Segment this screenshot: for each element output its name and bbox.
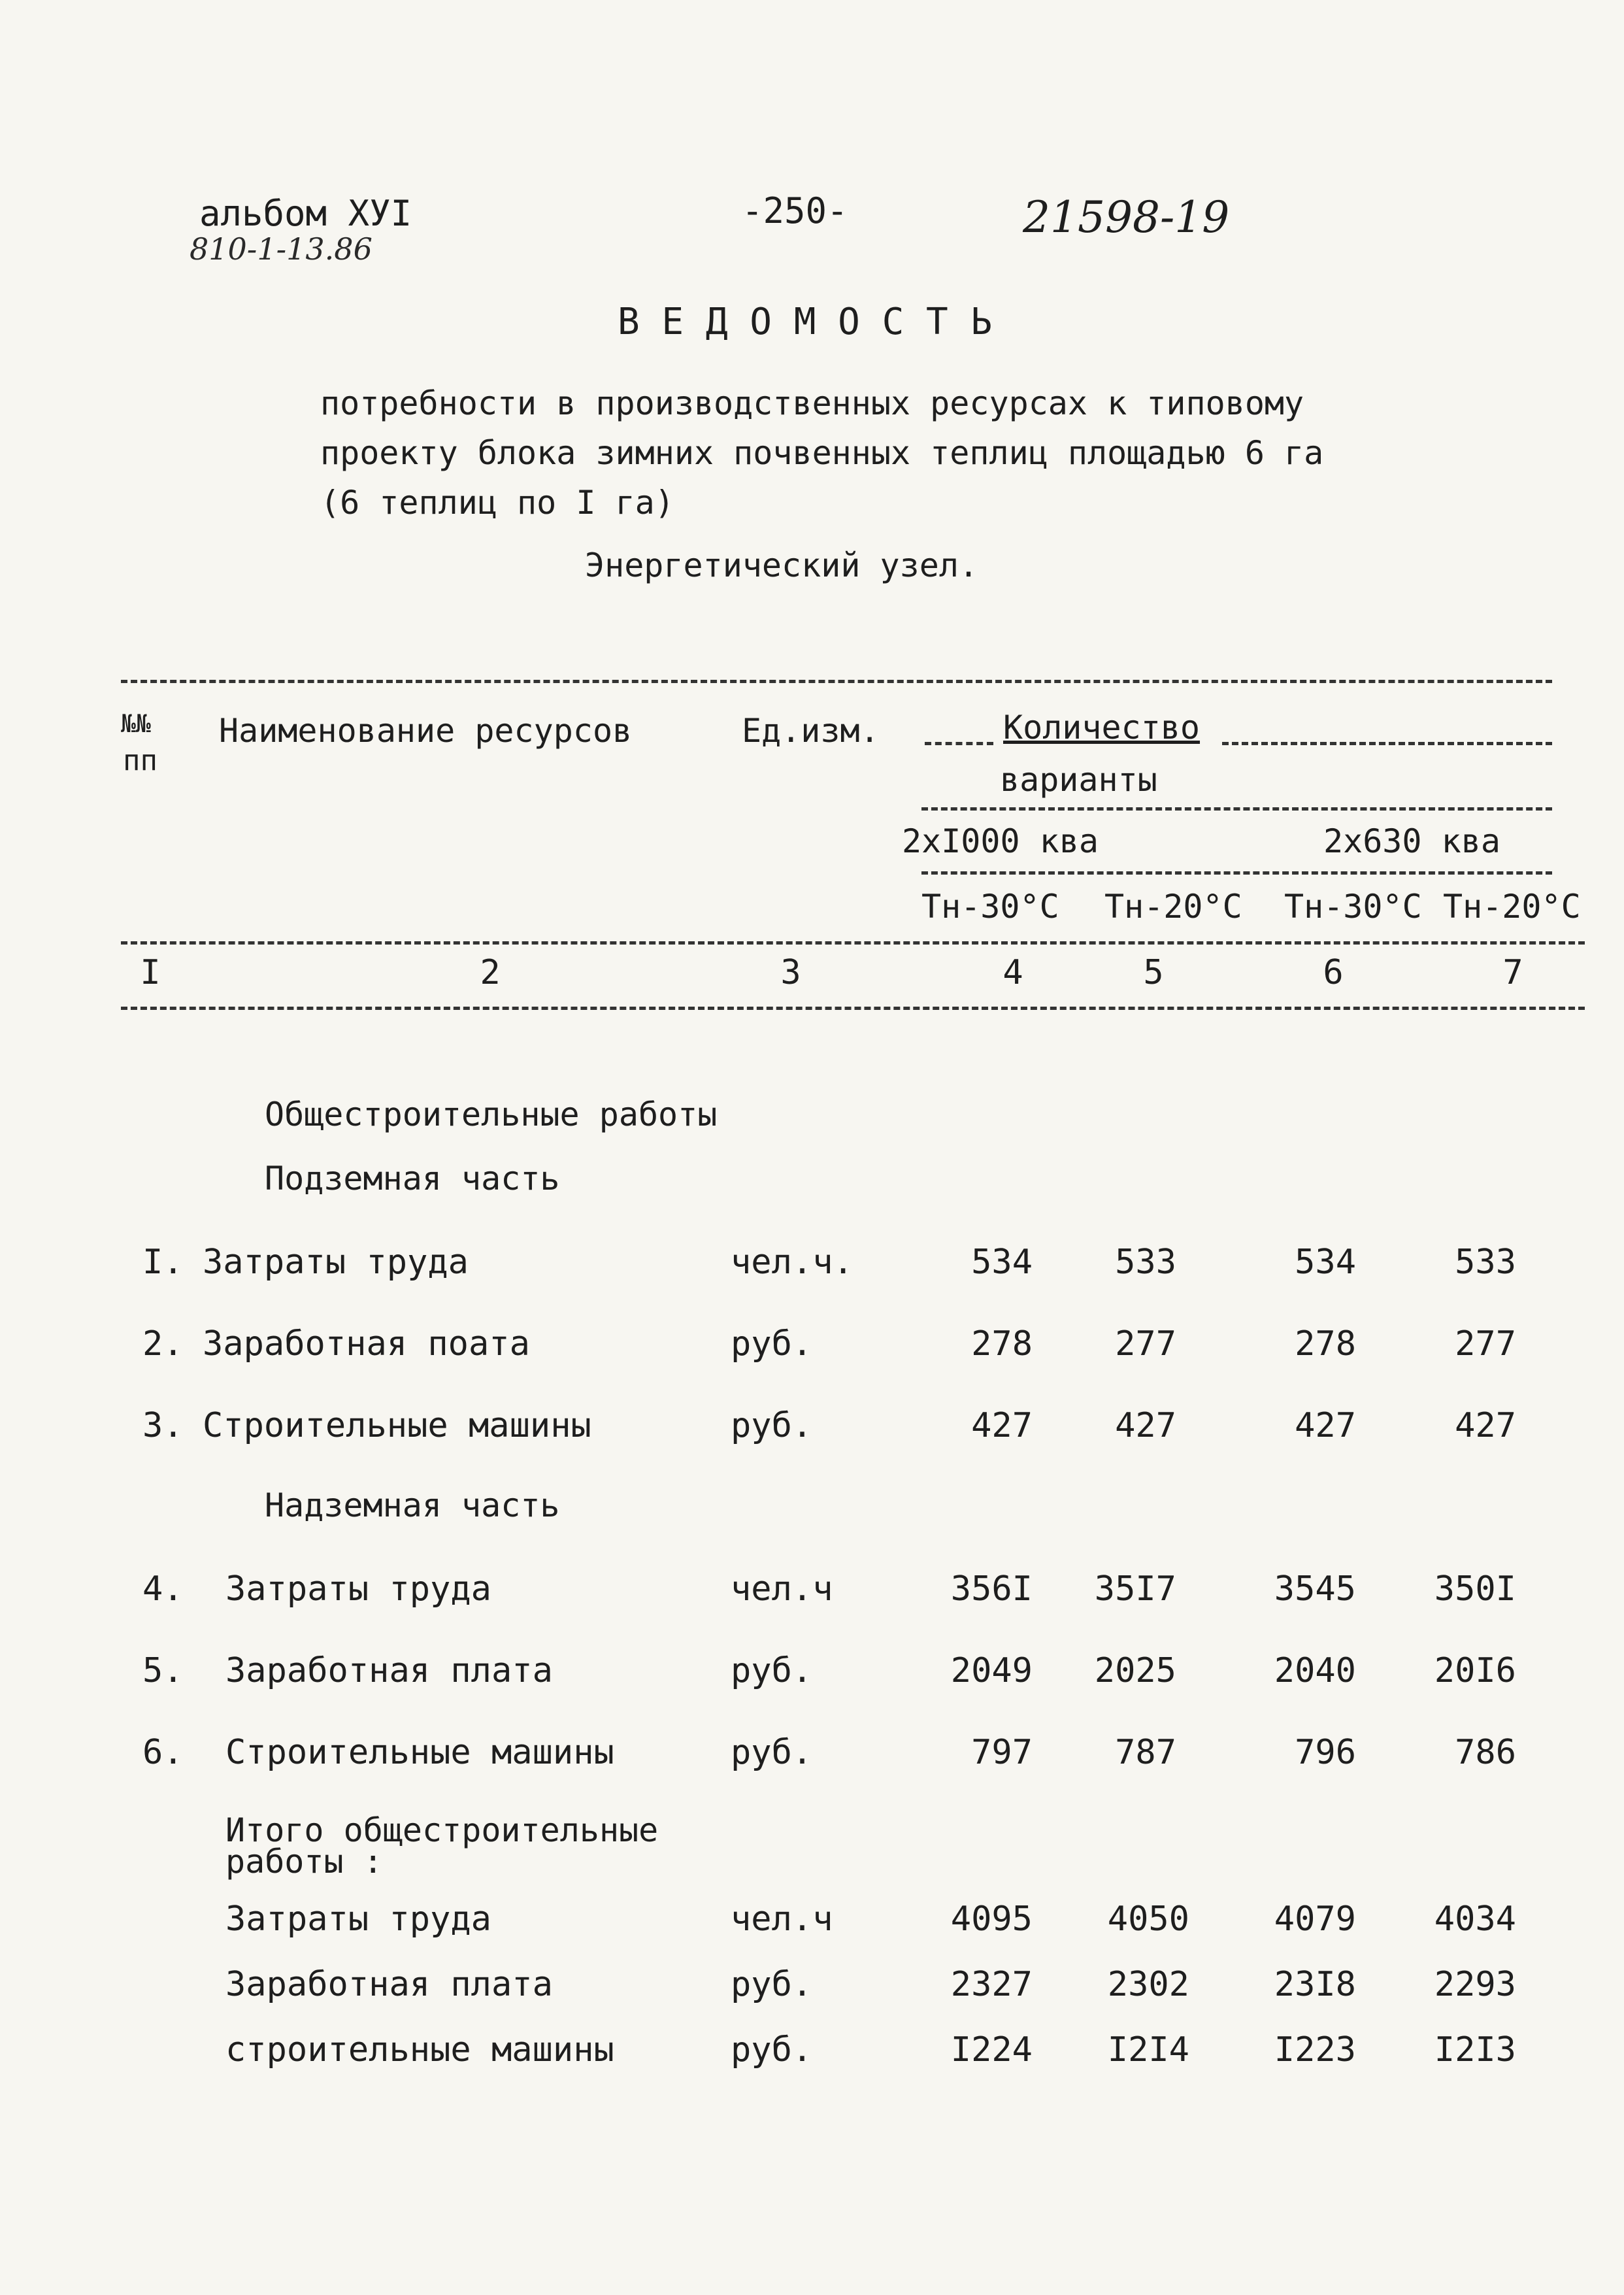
sub-header-4: Тн-20°С — [1443, 888, 1581, 926]
col-index-3: 3 — [780, 953, 801, 992]
row-value-4: 786 — [1455, 1733, 1516, 1772]
row-value-3: 278 — [1295, 1324, 1356, 1364]
row-name: Строительные машины — [203, 1406, 591, 1445]
row-value-1: 427 — [971, 1406, 1033, 1445]
row-name: Затраты труда — [225, 1900, 491, 1939]
row-value-3: 3545 — [1274, 1569, 1356, 1609]
row-unit: руб. — [731, 1406, 813, 1445]
row-value-2: 787 — [1115, 1733, 1176, 1772]
row-number: 5. — [142, 1651, 184, 1690]
row-value-4: 533 — [1455, 1243, 1516, 1282]
row-value-2: 35I7 — [1094, 1569, 1176, 1609]
row-number: 3. — [142, 1406, 184, 1445]
row-value-1: 356I — [950, 1569, 1033, 1609]
title-line-3: (6 теплиц по I га) — [320, 484, 674, 522]
row-name: Заработная плата — [225, 1651, 553, 1690]
row-number: I. — [142, 1243, 184, 1282]
row-unit: руб. — [731, 1651, 813, 1690]
variants-header: варианты — [1000, 761, 1157, 799]
row-value-1: 797 — [971, 1733, 1033, 1772]
row-value-3: I223 — [1274, 2030, 1356, 2069]
row-value-1: I224 — [950, 2030, 1033, 2069]
row-value-3: 796 — [1295, 1733, 1356, 1772]
row-value-1: 4095 — [950, 1900, 1033, 1939]
row-value-3: 4079 — [1274, 1900, 1356, 1939]
row-name: строительные машины — [225, 2030, 614, 2069]
row-value-2: 2302 — [1107, 1965, 1189, 2004]
row-value-1: 534 — [971, 1243, 1033, 1282]
row-name: Заработная плата — [225, 1965, 553, 2004]
row-value-2: 533 — [1115, 1243, 1176, 1282]
total-label-1: Итого общестроительные — [225, 1811, 659, 1849]
row-unit: руб. — [731, 1733, 813, 1772]
row-name: Затраты труда — [203, 1243, 469, 1282]
table-top-rule — [121, 680, 1552, 683]
row-number: 4. — [142, 1569, 184, 1609]
project-code: 810-1-13.86 — [190, 231, 373, 267]
variants-rule — [921, 807, 1552, 811]
section-underground: Подземная часть — [265, 1160, 560, 1198]
row-unit: руб. — [731, 2030, 813, 2069]
row-name: Затраты труда — [225, 1569, 491, 1609]
row-value-2: I2I4 — [1107, 2030, 1189, 2069]
col-name-header: Наименование ресурсов — [219, 712, 633, 750]
row-value-4: 2293 — [1434, 1965, 1516, 2004]
row-unit: руб. — [731, 1965, 813, 2004]
header-bottom-rule — [121, 941, 1585, 945]
col-unit-header: Ед.изм. — [742, 712, 880, 750]
row-value-1: 2327 — [950, 1965, 1033, 2004]
row-value-2: 277 — [1115, 1324, 1176, 1364]
row-value-4: I2I3 — [1434, 2030, 1516, 2069]
row-value-3: 427 — [1295, 1406, 1356, 1445]
title-line-2: проекту блока зимних почвенных теплиц площадью 6 га — [320, 434, 1324, 472]
document-heading: В Е Д О М О С Т Ь — [618, 301, 993, 343]
group-rule — [921, 871, 1552, 875]
sub-header-1: Тн-30°С — [921, 888, 1059, 926]
row-name: Заработная поата — [203, 1324, 530, 1364]
group-header-1: 2хI000 ква — [902, 822, 1099, 860]
title-line-1: потребности в производственных ресурсах к типовому — [320, 384, 1304, 422]
sub-header-3: Тн-30°С — [1284, 888, 1422, 926]
document-number: 21598-19 — [1023, 192, 1230, 243]
qty-rule-right — [1222, 742, 1552, 745]
row-value-1: 2049 — [950, 1651, 1033, 1690]
row-name: Строительные машины — [225, 1733, 614, 1772]
album-label: альбом ХУI — [199, 193, 412, 234]
index-bottom-rule — [121, 1007, 1585, 1010]
col-index-5: 5 — [1143, 953, 1164, 992]
row-unit: чел.ч. — [731, 1243, 853, 1282]
sub-header-2: Тн-20°С — [1104, 888, 1242, 926]
col-num-header-2: пп — [123, 744, 157, 777]
row-unit: чел.ч — [731, 1900, 833, 1939]
col-index-7: 7 — [1502, 953, 1523, 992]
col-index-6: 6 — [1323, 953, 1344, 992]
page-number: -250- — [742, 190, 848, 231]
col-index-4: 4 — [1003, 953, 1023, 992]
row-value-4: 427 — [1455, 1406, 1516, 1445]
row-value-4: 20I6 — [1434, 1651, 1516, 1690]
row-value-2: 4050 — [1107, 1900, 1189, 1939]
row-unit: чел.ч — [731, 1569, 833, 1609]
total-label-2: работы : — [225, 1843, 383, 1881]
row-number: 6. — [142, 1733, 184, 1772]
col-num-header: №№ — [121, 709, 151, 738]
section-general: Общестроительные работы — [265, 1096, 718, 1133]
row-value-4: 350I — [1434, 1569, 1516, 1609]
row-number: 2. — [142, 1324, 184, 1364]
row-value-2: 427 — [1115, 1406, 1176, 1445]
row-value-2: 2025 — [1094, 1651, 1176, 1690]
col-index-1: I — [140, 953, 161, 992]
subtitle: Энергетический узел. — [585, 546, 979, 584]
group-header-2: 2х630 ква — [1323, 822, 1500, 860]
row-value-3: 2040 — [1274, 1651, 1356, 1690]
row-value-4: 4034 — [1434, 1900, 1516, 1939]
col-quantity-header: Количество — [1003, 709, 1201, 746]
row-value-3: 534 — [1295, 1243, 1356, 1282]
col-index-2: 2 — [480, 953, 501, 992]
row-unit: руб. — [731, 1324, 813, 1364]
qty-rule-left — [925, 742, 993, 745]
row-value-1: 278 — [971, 1324, 1033, 1364]
row-value-4: 277 — [1455, 1324, 1516, 1364]
row-value-3: 23I8 — [1274, 1965, 1356, 2004]
section-aboveground: Надземная часть — [265, 1486, 560, 1524]
